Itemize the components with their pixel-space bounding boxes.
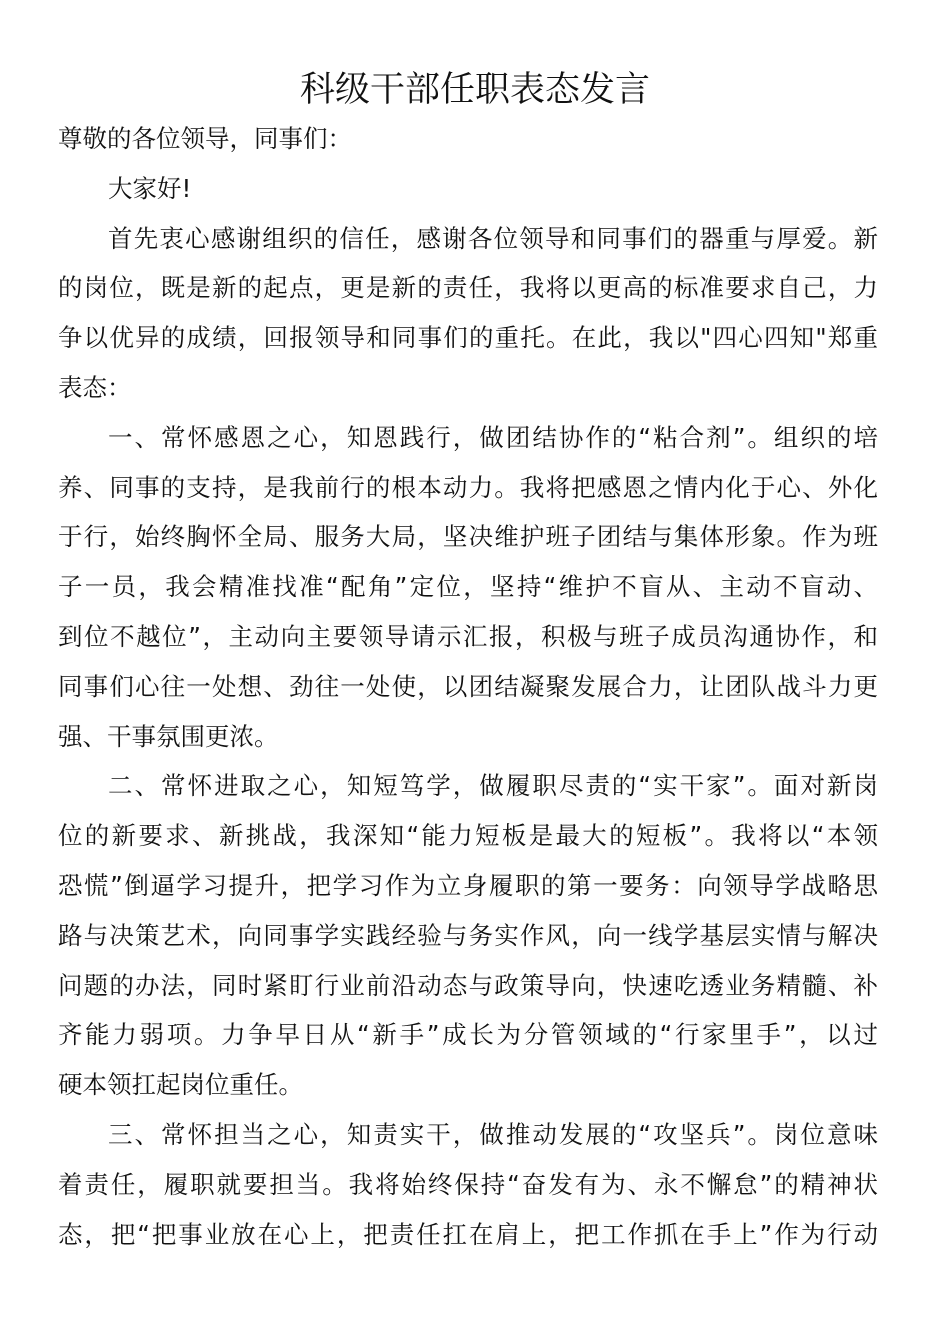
- paragraph-intro: [58, 214, 878, 413]
- paragraph-line: 首先衷心感谢组织的信任，感谢各位领导和同事们的器重与厚爱。新: [108, 223, 878, 253]
- paragraph-line: 路与决策艺术，向同事学实践经验与务实作风，向一线学基层实情与解决: [58, 920, 878, 950]
- paragraph-line: 争以优异的成绩，回报领导和同事们的重托。在此，我以"四心四知"郑重: [58, 323, 878, 353]
- paragraph-line: 同事们心往一处想、劲往一处使，以团结凝聚发展合力，让团队战斗力更: [58, 671, 878, 701]
- greeting: 大家好!: [108, 173, 192, 203]
- paragraph-line: 位的新要求、新挑战，我深知“能力短板是最大的短板”。我将以“本领: [58, 821, 878, 851]
- paragraph-point-one: [58, 413, 878, 762]
- paragraph-line: 养、同事的支持，是我前行的根本动力。我将把感恩之情内化于心、外化: [58, 472, 878, 502]
- paragraph-line: 问题的办法，同时紧盯行业前沿动态与政策导向，快速吃透业务精髓、补: [58, 970, 878, 1000]
- paragraph-line: 着责任，履职就要担当。我将始终保持“奋发有为、永不懈怠”的精神状: [58, 1169, 878, 1199]
- document-body: [58, 114, 878, 1259]
- salutation: 尊敬的各位领导，同事们：: [58, 124, 352, 153]
- paragraph-line: 硬本领扛起岗位重任。: [58, 1070, 303, 1100]
- paragraph-point-two: [58, 761, 878, 1110]
- paragraph-point-three: [58, 1110, 878, 1259]
- document-title: 科级干部任职表态发言: [299, 70, 650, 110]
- paragraph-line: 于行，始终胸怀全局、服务大局，坚决维护班子团结与集体形象。作为班: [58, 522, 878, 552]
- paragraph-line: 强、干事氛围更浓。: [58, 721, 279, 751]
- paragraph-line: 子一员，我会精准找准“配角”定位，坚持“维护不盲从、主动不盲动、: [58, 572, 878, 602]
- paragraph-line: 恐慌”倒逼学习提升，把学习作为立身履职的第一要务：向领导学战略思: [58, 870, 878, 900]
- paragraph-line: 齐能力弱项。力争早日从“新手”成长为分管领域的“行家里手”，以过: [58, 1020, 878, 1050]
- paragraph-line: 三、常怀担当之心，知责实干，做推动发展的“攻坚兵”。岗位意味: [108, 1119, 878, 1149]
- paragraph-line: 态，把“把事业放在心上，把责任扛在肩上，把工作抓在手上”作为行动: [58, 1219, 878, 1249]
- paragraph-line: 二、常怀进取之心，知短笃学，做履职尽责的“实干家”。面对新岗: [108, 771, 878, 801]
- paragraph-line: 一、常怀感恩之心，知恩践行，做团结协作的“粘合剂”。组织的培: [108, 422, 878, 452]
- paragraph-line: 到位不越位”，主动向主要领导请示汇报，积极与班子成员沟通协作，和: [58, 621, 878, 651]
- paragraph-line: 的岗位，既是新的起点，更是新的责任，我将以更高的标准要求自己，力: [58, 273, 878, 303]
- paragraph-line: 表态：: [58, 372, 132, 402]
